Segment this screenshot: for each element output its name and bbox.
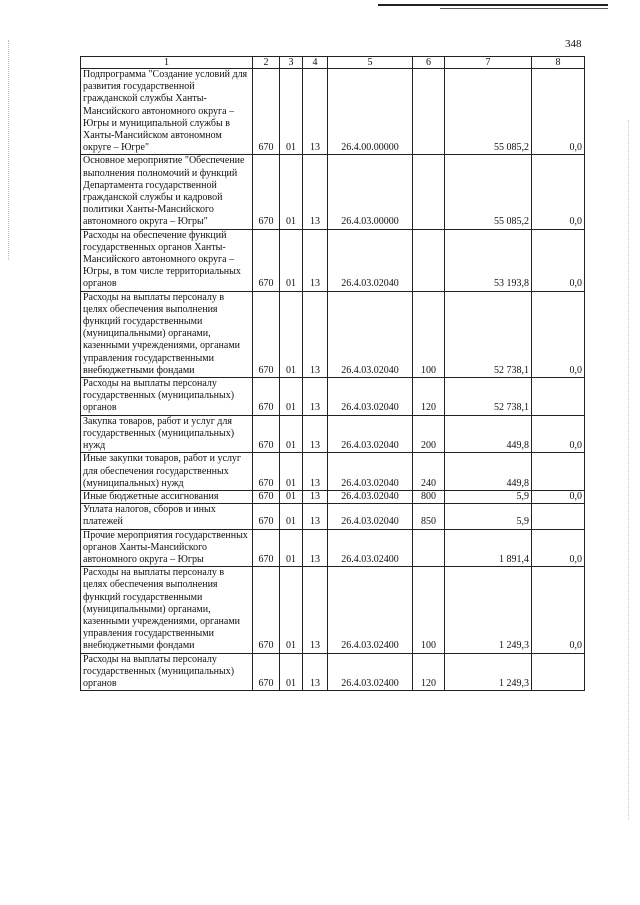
budget-table: [80, 56, 585, 691]
table-row: [81, 415, 585, 453]
admin-code-cell: 670: [253, 69, 280, 155]
row-name-cell: Уплата налогов, сборов и иных платежей: [81, 504, 253, 529]
expense-type-cell: 120: [413, 653, 445, 691]
subsection-code-cell: 13: [303, 291, 328, 377]
amount-cell: 52 738,1: [445, 291, 532, 377]
table-row: [81, 653, 585, 691]
amount-secondary-cell: [532, 378, 585, 416]
expense-type-cell: [413, 229, 445, 291]
amount-secondary-cell: 0,0: [532, 291, 585, 377]
admin-code-cell: 670: [253, 378, 280, 416]
table-row: [81, 529, 585, 567]
page-number: 348: [565, 38, 582, 50]
row-name-cell: Расходы на обеспечение функций государственных органов Ханты-Мансийского автономного округа – Югры, в том числе территориальных органов: [81, 229, 253, 291]
column-header: 7: [445, 57, 532, 69]
admin-code-cell: 670: [253, 453, 280, 491]
subsection-code-cell: 13: [303, 529, 328, 567]
target-article-cell: 26.4.03.02040: [328, 229, 413, 291]
admin-code-cell: 670: [253, 653, 280, 691]
table-body: [81, 57, 585, 691]
section-code-cell: 01: [280, 155, 303, 229]
column-header: 6: [413, 57, 445, 69]
admin-code-cell: 670: [253, 490, 280, 503]
row-name-cell: Основное мероприятие "Обеспечение выполнения полномочий и функций Департамента государственной гражданской службы и кадровой политики Ханты-Мансийского автономного округа – Югры": [81, 155, 253, 229]
subsection-code-cell: 13: [303, 69, 328, 155]
column-header: 1: [81, 57, 253, 69]
amount-cell: 449,8: [445, 453, 532, 491]
expense-type-cell: [413, 69, 445, 155]
subsection-code-cell: 13: [303, 653, 328, 691]
section-code-cell: 01: [280, 415, 303, 453]
scan-margin-right: [628, 120, 631, 820]
amount-secondary-cell: 0,0: [532, 567, 585, 653]
subsection-code-cell: 13: [303, 453, 328, 491]
amount-cell: 55 085,2: [445, 155, 532, 229]
scan-margin-left: [8, 40, 11, 260]
expense-type-cell: 850: [413, 504, 445, 529]
expense-type-cell: 200: [413, 415, 445, 453]
amount-secondary-cell: 0,0: [532, 229, 585, 291]
column-header: 3: [280, 57, 303, 69]
amount-cell: 449,8: [445, 415, 532, 453]
table-row: [81, 567, 585, 653]
admin-code-cell: 670: [253, 155, 280, 229]
table-row: [81, 490, 585, 503]
amount-cell: 53 193,8: [445, 229, 532, 291]
column-header: 5: [328, 57, 413, 69]
amount-cell: 52 738,1: [445, 378, 532, 416]
table-row: [81, 155, 585, 229]
table-row: [81, 291, 585, 377]
admin-code-cell: 670: [253, 291, 280, 377]
expense-type-cell: [413, 155, 445, 229]
expense-type-cell: [413, 529, 445, 567]
amount-secondary-cell: 0,0: [532, 155, 585, 229]
subsection-code-cell: 13: [303, 490, 328, 503]
row-name-cell: Иные бюджетные ассигнования: [81, 490, 253, 503]
amount-cell: 55 085,2: [445, 69, 532, 155]
row-name-cell: Расходы на выплаты персоналу государственных (муниципальных) органов: [81, 653, 253, 691]
amount-secondary-cell: [532, 653, 585, 691]
section-code-cell: 01: [280, 529, 303, 567]
admin-code-cell: 670: [253, 567, 280, 653]
row-name-cell: Закупка товаров, работ и услуг для государственных (муниципальных) нужд: [81, 415, 253, 453]
section-code-cell: 01: [280, 490, 303, 503]
amount-secondary-cell: 0,0: [532, 415, 585, 453]
row-name-cell: Подпрограмма "Создание условий для развития государственной гражданской службы Ханты-Мансийского автономного округа – Югры и муниципальной службы в Ханты-Мансийском автономном округе – Югре": [81, 69, 253, 155]
column-header-row: [81, 57, 585, 69]
subsection-code-cell: 13: [303, 567, 328, 653]
amount-cell: 5,9: [445, 504, 532, 529]
target-article-cell: 26.4.03.00000: [328, 155, 413, 229]
row-name-cell: Прочие мероприятия государственных органов Ханты-Мансийского автономного округа – Югры: [81, 529, 253, 567]
amount-cell: 1 249,3: [445, 653, 532, 691]
admin-code-cell: 670: [253, 415, 280, 453]
expense-type-cell: 100: [413, 567, 445, 653]
row-name-cell: Расходы на выплаты персоналу в целях обеспечения выполнения функций государственными (муниципальными) органами, казенными учреждениями, органами управления государственными внебюджетными фондами: [81, 567, 253, 653]
target-article-cell: 26.4.03.02040: [328, 504, 413, 529]
target-article-cell: 26.4.03.02400: [328, 567, 413, 653]
table-row: [81, 453, 585, 491]
target-article-cell: 26.4.03.02040: [328, 291, 413, 377]
expense-type-cell: 120: [413, 378, 445, 416]
header-rule: [378, 4, 608, 6]
target-article-cell: 26.4.00.00000: [328, 69, 413, 155]
target-article-cell: 26.4.03.02040: [328, 490, 413, 503]
table-row: [81, 69, 585, 155]
target-article-cell: 26.4.03.02040: [328, 453, 413, 491]
amount-secondary-cell: 0,0: [532, 490, 585, 503]
expense-type-cell: 240: [413, 453, 445, 491]
target-article-cell: 26.4.03.02400: [328, 529, 413, 567]
table-row: [81, 504, 585, 529]
section-code-cell: 01: [280, 504, 303, 529]
column-header: 2: [253, 57, 280, 69]
column-header: 8: [532, 57, 585, 69]
target-article-cell: 26.4.03.02400: [328, 653, 413, 691]
column-header: 4: [303, 57, 328, 69]
amount-secondary-cell: 0,0: [532, 529, 585, 567]
header-rule-thin: [440, 8, 608, 9]
target-article-cell: 26.4.03.02040: [328, 378, 413, 416]
section-code-cell: 01: [280, 69, 303, 155]
section-code-cell: 01: [280, 653, 303, 691]
amount-cell: 1 891,4: [445, 529, 532, 567]
target-article-cell: 26.4.03.02040: [328, 415, 413, 453]
section-code-cell: 01: [280, 378, 303, 416]
amount-secondary-cell: [532, 504, 585, 529]
table-row: [81, 229, 585, 291]
admin-code-cell: 670: [253, 229, 280, 291]
amount-secondary-cell: [532, 453, 585, 491]
section-code-cell: 01: [280, 229, 303, 291]
row-name-cell: Расходы на выплаты персоналу в целях обеспечения выполнения функций государственными (муниципальными) органами, казенными учреждениями, органами управления государственными внебюджетными фондами: [81, 291, 253, 377]
subsection-code-cell: 13: [303, 229, 328, 291]
table-row: [81, 378, 585, 416]
subsection-code-cell: 13: [303, 504, 328, 529]
row-name-cell: Иные закупки товаров, работ и услуг для обеспечения государственных (муниципальных) нужд: [81, 453, 253, 491]
section-code-cell: 01: [280, 291, 303, 377]
amount-cell: 1 249,3: [445, 567, 532, 653]
amount-cell: 5,9: [445, 490, 532, 503]
amount-secondary-cell: 0,0: [532, 69, 585, 155]
subsection-code-cell: 13: [303, 155, 328, 229]
admin-code-cell: 670: [253, 504, 280, 529]
expense-type-cell: 100: [413, 291, 445, 377]
expense-type-cell: 800: [413, 490, 445, 503]
section-code-cell: 01: [280, 453, 303, 491]
subsection-code-cell: 13: [303, 415, 328, 453]
row-name-cell: Расходы на выплаты персоналу государственных (муниципальных) органов: [81, 378, 253, 416]
subsection-code-cell: 13: [303, 378, 328, 416]
admin-code-cell: 670: [253, 529, 280, 567]
section-code-cell: 01: [280, 567, 303, 653]
